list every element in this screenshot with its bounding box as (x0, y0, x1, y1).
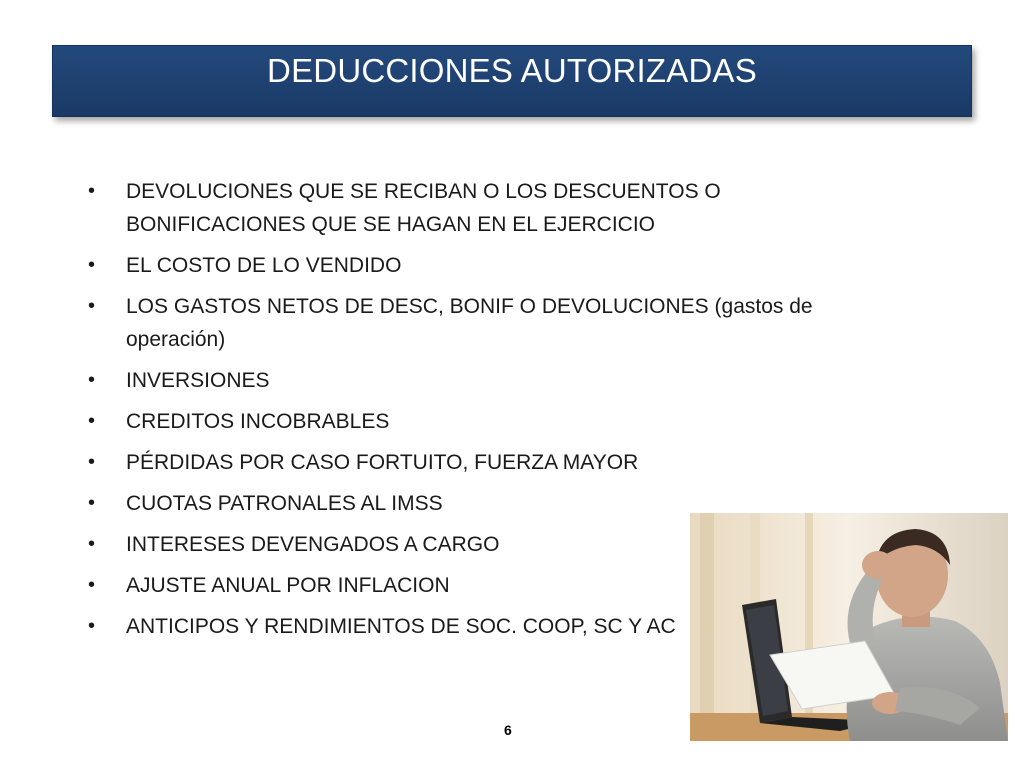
bullet-item (88, 364, 888, 397)
bullet-dot-icon: • (88, 369, 96, 391)
bullet-item (88, 175, 888, 241)
bullet-text: INVERSIONES (126, 369, 270, 392)
bullet-dot-icon: • (88, 451, 96, 473)
bullet-dot-icon: • (88, 254, 96, 276)
bullet-item (88, 446, 888, 479)
bullet-item (88, 249, 888, 282)
bullet-text: CREDITOS INCOBRABLES (126, 410, 390, 433)
slide-title: DEDUCCIONES AUTORIZADAS (267, 52, 757, 89)
bullet-dot-icon: • (88, 180, 96, 202)
bullet-text: LOS GASTOS NETOS DE DESC, BONIF O DEVOLUCIONES (gastos de operación) (126, 295, 813, 351)
bullet-dot-icon: • (88, 492, 96, 514)
bullet-text: INTERESES DEVENGADOS A CARGO (126, 533, 500, 556)
bullet-dot-icon: • (88, 410, 96, 432)
stressed-man-laptop-photo (690, 513, 1008, 741)
bullet-item (88, 290, 888, 356)
bullet-dot-icon: • (88, 615, 96, 637)
bullet-text: ANTICIPOS Y RENDIMIENTOS DE SOC. COOP, SC Y AC (126, 615, 676, 638)
bullet-text: CUOTAS PATRONALES AL IMSS (126, 492, 443, 515)
bullet-text: EL COSTO DE LO VENDIDO (126, 254, 402, 277)
page-number: 6 (504, 722, 512, 738)
bullet-dot-icon: • (88, 574, 96, 596)
bullet-text: DEVOLUCIONES QUE SE RECIBAN O LOS DESCUENTOS O BONIFICACIONES QUE SE HAGAN EN EL EJERCICIO (126, 180, 721, 236)
bullet-text: PÉRDIDAS POR CASO FORTUITO, FUERZA MAYOR (126, 451, 639, 474)
title-bar (52, 45, 972, 117)
bullet-item (88, 405, 888, 438)
bullet-dot-icon: • (88, 295, 96, 317)
bullet-text: AJUSTE ANUAL POR INFLACION (126, 574, 450, 597)
bullet-dot-icon: • (88, 533, 96, 555)
